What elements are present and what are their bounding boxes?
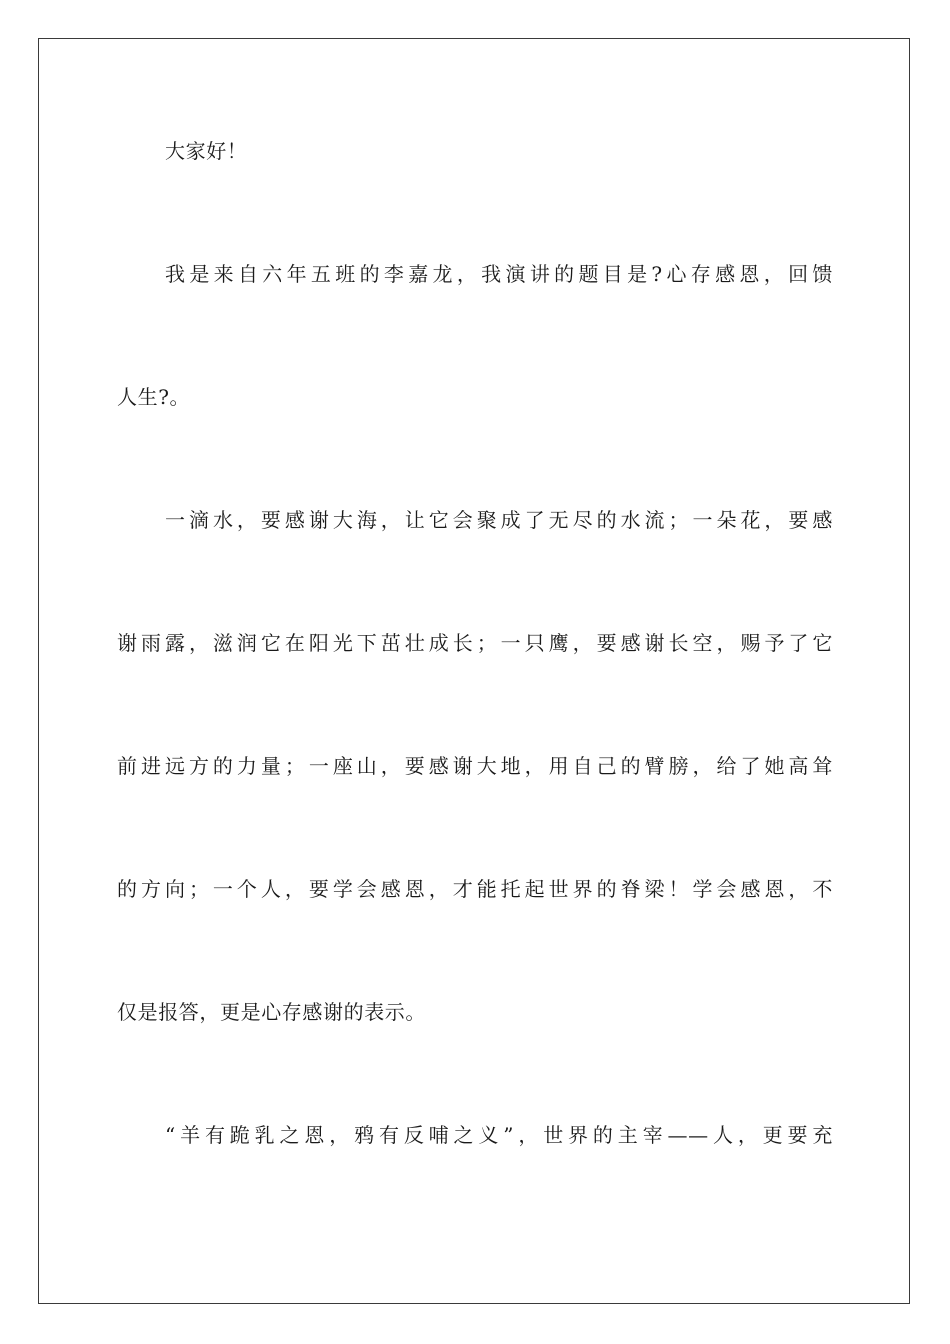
paragraph-gratitude-line-4: 的方向；一个人，要学会感恩，才能托起世界的脊梁！学会感恩，不	[117, 877, 833, 901]
paragraph-gratitude-line-3: 前进远方的力量；一座山，要感谢大地，用自己的臂膀，给了她高耸	[117, 754, 833, 778]
paragraph-proverb-line-1: “羊有跪乳之恩，鸦有反哺之义”，世界的主宰——人，更要充	[165, 1123, 833, 1147]
page-frame	[38, 38, 910, 1304]
paragraph-gratitude-line-2: 谢雨露，滋润它在阳光下茁壮成长；一只鹰，要感谢长空，赐予了它	[117, 631, 833, 655]
paragraph-intro-line-2: 人生?。	[117, 385, 191, 409]
paragraph-intro-line-1: 我是来自六年五班的李嘉龙，我演讲的题目是?心存感恩，回馈	[165, 262, 833, 286]
greeting-line: 大家好！	[165, 139, 248, 163]
paragraph-gratitude-line-1: 一滴水，要感谢大海，让它会聚成了无尽的水流；一朵花，要感	[165, 508, 833, 532]
paragraph-gratitude-line-5: 仅是报答，更是心存感谢的表示。	[117, 1000, 426, 1024]
